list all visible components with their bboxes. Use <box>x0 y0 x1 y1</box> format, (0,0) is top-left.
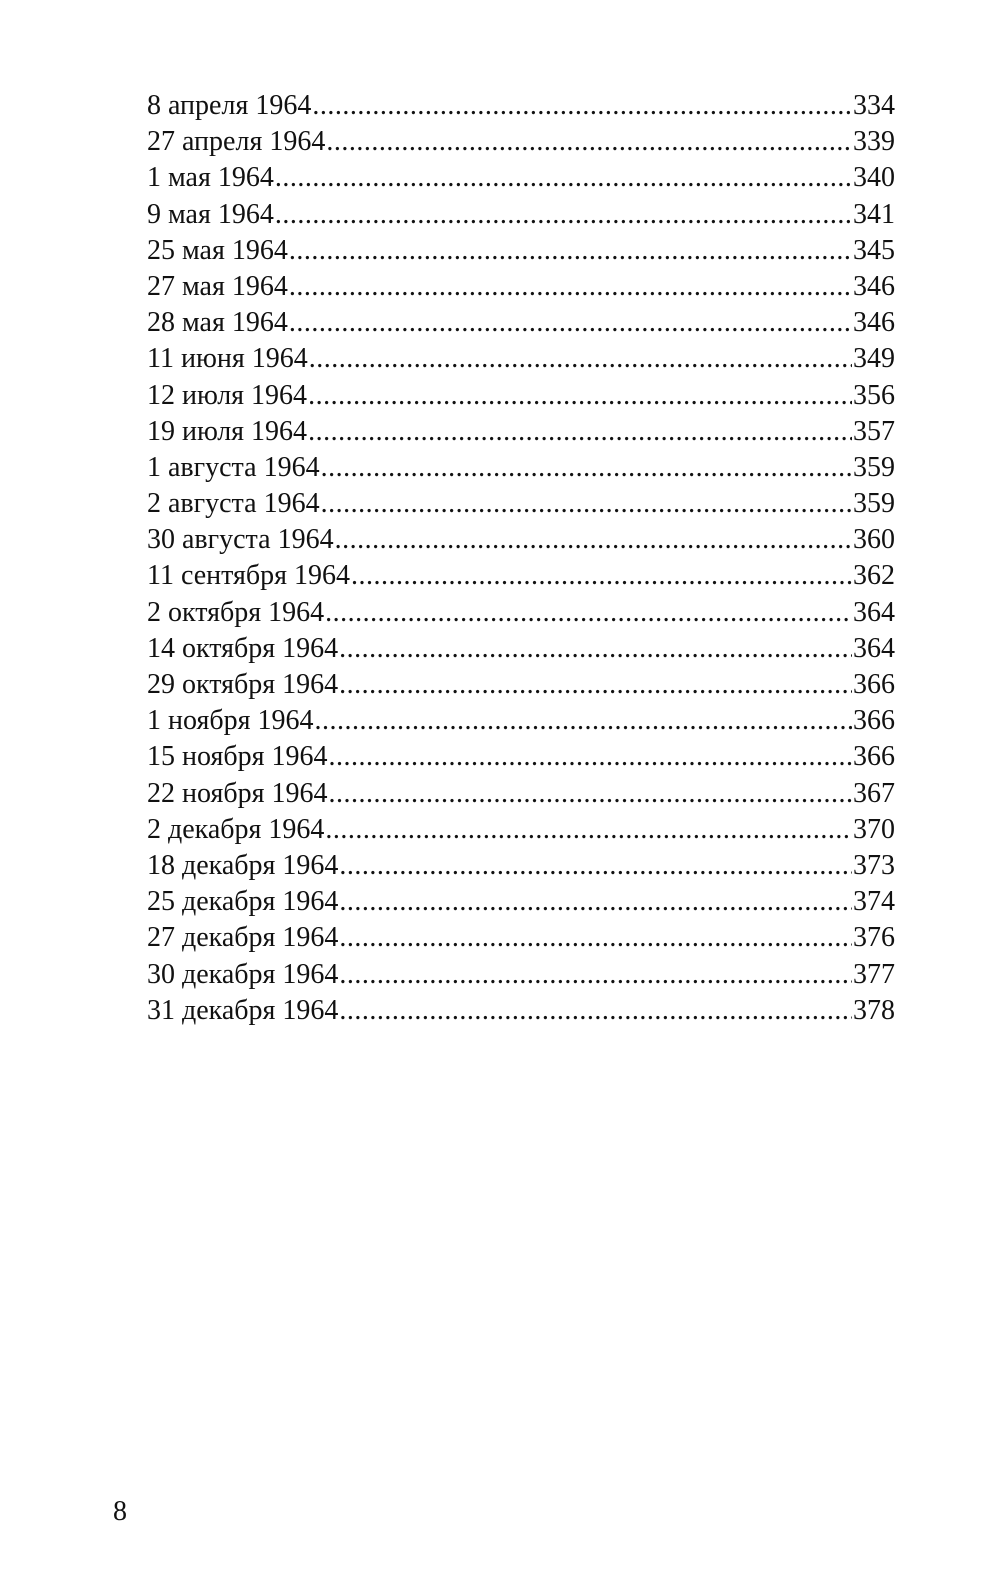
toc-entry <box>147 595 895 631</box>
page-number: 8 <box>113 1496 127 1527</box>
toc-entry-title: 31 декабря 1964 <box>147 994 339 1026</box>
toc-entry-page: 340 <box>853 162 895 194</box>
toc-entry-title: 11 сентября 1964 <box>147 560 351 592</box>
toc-entry-title: 14 октября 1964 <box>147 632 339 664</box>
dot-leader <box>314 703 852 739</box>
toc-entry <box>147 88 895 124</box>
toc-entry-page: 359 <box>853 451 895 483</box>
table-of-contents <box>147 88 895 1029</box>
toc-entry-page: 374 <box>853 886 895 918</box>
toc-entry-page: 360 <box>853 524 895 556</box>
toc-entry-title: 12 июля 1964 <box>147 379 308 411</box>
dot-leader <box>328 739 852 775</box>
dot-leader <box>351 558 852 594</box>
toc-entry-title: 27 мая 1964 <box>147 270 288 302</box>
toc-entry <box>147 233 895 269</box>
toc-entry <box>147 378 895 414</box>
toc-entry-title: 27 апреля 1964 <box>147 126 326 158</box>
dot-leader <box>325 595 852 631</box>
toc-entry-page: 366 <box>853 669 895 700</box>
toc-entry-page: 377 <box>853 958 895 990</box>
toc-entry-title: 8 апреля 1964 <box>147 90 312 121</box>
toc-entry-title: 1 августа 1964 <box>147 451 320 483</box>
dot-leader <box>312 88 852 124</box>
toc-entry <box>147 450 895 486</box>
toc-entry <box>147 920 895 956</box>
toc-entry-title: 9 мая 1964 <box>147 198 274 230</box>
toc-entry-page: 378 <box>853 994 895 1026</box>
toc-entry <box>147 667 895 703</box>
toc-entry <box>147 486 895 522</box>
toc-entry-page: 346 <box>853 270 895 302</box>
toc-entry-title: 19 июля 1964 <box>147 415 308 447</box>
dot-leader <box>339 920 852 956</box>
toc-entry-title: 25 мая 1964 <box>147 234 288 266</box>
toc-entry <box>147 631 895 667</box>
toc-entry <box>147 160 895 196</box>
toc-entry <box>147 957 895 993</box>
toc-entry-page: 370 <box>853 813 895 845</box>
toc-entry-title: 27 декабря 1964 <box>147 922 339 954</box>
dot-leader <box>339 631 852 667</box>
toc-entry-title: 1 мая 1964 <box>147 162 274 194</box>
toc-entry-title: 11 июня 1964 <box>147 343 308 375</box>
toc-entry <box>147 305 895 341</box>
toc-entry <box>147 124 895 160</box>
toc-entry <box>147 558 895 594</box>
dot-leader <box>308 378 852 414</box>
toc-entry-title: 15 ноября 1964 <box>147 741 328 773</box>
dot-leader <box>328 776 852 812</box>
dot-leader <box>339 667 852 703</box>
toc-entry-page: 364 <box>853 596 895 628</box>
dot-leader <box>325 812 852 848</box>
toc-entry <box>147 776 895 812</box>
toc-entry-title: 22 ноября 1964 <box>147 777 328 809</box>
toc-entry <box>147 884 895 920</box>
toc-entry-page: 359 <box>853 488 895 520</box>
toc-entry-page: 341 <box>853 198 895 230</box>
toc-entry-title: 2 декабря 1964 <box>147 813 325 845</box>
dot-leader <box>339 957 852 993</box>
toc-entry-page: 357 <box>853 415 895 447</box>
toc-entry-page: 334 <box>853 90 895 121</box>
toc-entry <box>147 848 895 884</box>
toc-entry-title: 28 мая 1964 <box>147 307 288 339</box>
toc-entry <box>147 269 895 305</box>
dot-leader <box>326 124 852 160</box>
dot-leader <box>335 522 852 558</box>
toc-entry-title: 30 декабря 1964 <box>147 958 339 990</box>
dot-leader <box>339 993 852 1029</box>
toc-entry-title: 2 августа 1964 <box>147 488 320 520</box>
toc-entry <box>147 993 895 1029</box>
dot-leader <box>321 486 852 522</box>
toc-entry-title: 29 октября 1964 <box>147 669 339 700</box>
toc-entry <box>147 414 895 450</box>
toc-entry-page: 349 <box>853 343 895 375</box>
toc-entry-page: 339 <box>853 126 895 158</box>
toc-entry-page: 364 <box>853 632 895 664</box>
dot-leader <box>308 414 852 450</box>
toc-entry-page: 366 <box>853 705 895 737</box>
toc-entry <box>147 341 895 377</box>
dot-leader <box>289 305 852 341</box>
toc-entry-page: 346 <box>853 307 895 339</box>
toc-entry <box>147 703 895 739</box>
toc-entry-page: 376 <box>853 922 895 954</box>
dot-leader <box>275 197 852 233</box>
toc-entry-title: 25 декабря 1964 <box>147 886 339 918</box>
dot-leader <box>275 160 852 196</box>
toc-entry-title: 1 ноября 1964 <box>147 705 314 737</box>
dot-leader <box>289 233 852 269</box>
dot-leader <box>339 848 852 884</box>
toc-entry-title: 18 декабря 1964 <box>147 849 339 881</box>
toc-entry <box>147 522 895 558</box>
dot-leader <box>339 884 852 920</box>
toc-entry <box>147 739 895 775</box>
toc-entry <box>147 197 895 233</box>
dot-leader <box>309 341 852 377</box>
toc-entry-page: 373 <box>853 849 895 881</box>
toc-entry <box>147 812 895 848</box>
toc-entry-page: 356 <box>853 379 895 411</box>
dot-leader <box>289 269 852 305</box>
dot-leader <box>321 450 852 486</box>
toc-entry-title: 2 октября 1964 <box>147 596 325 628</box>
toc-entry-page: 362 <box>853 560 895 592</box>
toc-entry-title: 30 августа 1964 <box>147 524 334 556</box>
toc-entry-page: 367 <box>853 777 895 809</box>
toc-entry-page: 345 <box>853 234 895 266</box>
toc-entry-page: 366 <box>853 741 895 773</box>
